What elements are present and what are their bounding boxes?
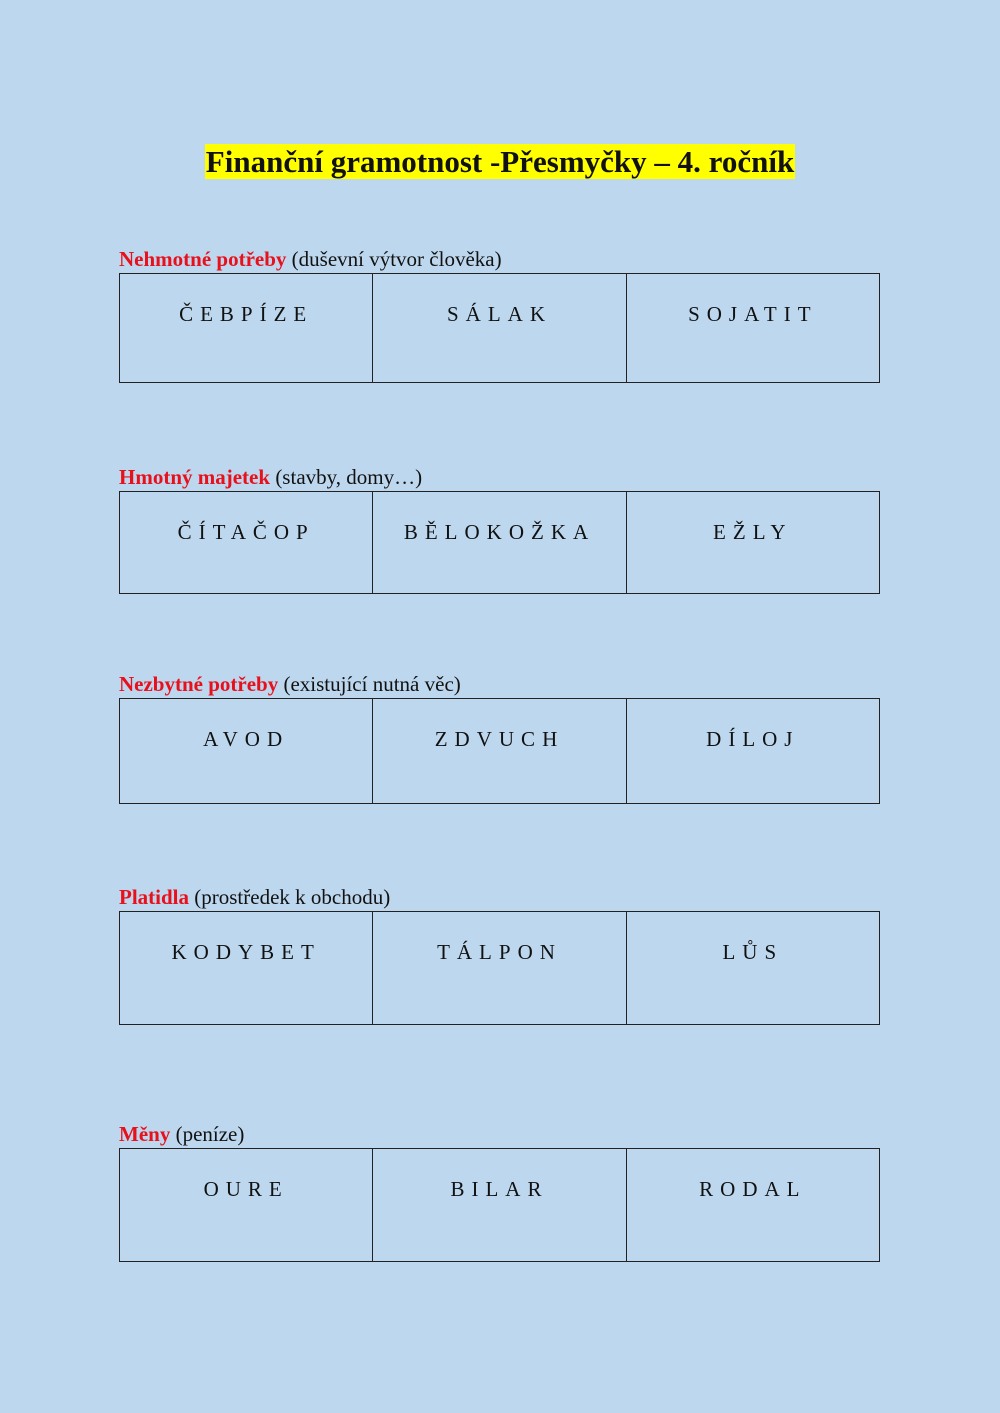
table-row [120, 1149, 880, 1262]
anagram-cell: ČÍTAČOP [120, 492, 373, 594]
anagram-table [119, 491, 880, 594]
anagram-cell: DÍLOJ [626, 699, 879, 804]
worksheet-title: Finanční gramotnost -Přesmyčky – 4. ročník [205, 144, 795, 179]
table-row [120, 912, 880, 1025]
section-heading-label: Měny [119, 1122, 171, 1146]
anagram-cell: SÁLAK [373, 274, 626, 383]
anagram-cell: RODAL [626, 1149, 879, 1262]
section-heading [119, 885, 880, 909]
section-nezbytne-potreby [119, 672, 880, 804]
anagram-table [119, 273, 880, 383]
anagram-cell: BILAR [373, 1149, 626, 1262]
section-heading-note: (prostředek k obchodu) [194, 885, 391, 909]
section-heading [119, 1122, 880, 1146]
section-heading-note: (stavby, domy…) [275, 465, 423, 489]
anagram-cell: ZDVUCH [373, 699, 626, 804]
anagram-cell: ČEBPÍZE [120, 274, 373, 383]
anagram-table [119, 1148, 880, 1262]
section-heading [119, 672, 880, 696]
section-heading [119, 247, 880, 271]
section-heading-label: Hmotný majetek [119, 465, 271, 489]
anagram-table [119, 911, 880, 1025]
anagram-cell: TÁLPON [373, 912, 626, 1025]
section-hmotny-majetek [119, 465, 880, 594]
section-heading-label: Platidla [119, 885, 190, 909]
table-row [120, 492, 880, 594]
anagram-cell: LŮS [626, 912, 879, 1025]
section-heading-note: (peníze) [175, 1122, 245, 1146]
anagram-table [119, 698, 880, 804]
anagram-cell: OURE [120, 1149, 373, 1262]
table-row [120, 699, 880, 804]
section-heading-note: (duševní výtvor člověka) [291, 247, 502, 271]
section-heading [119, 465, 880, 489]
anagram-cell: KODYBET [120, 912, 373, 1025]
section-nehmotne-potreby [119, 247, 880, 383]
section-heading-label: Nehmotné potřeby [119, 247, 287, 271]
section-meny [119, 1122, 880, 1262]
section-heading-note: (existující nutná věc) [283, 672, 461, 696]
worksheet-title-wrapper [0, 143, 1000, 181]
table-row [120, 274, 880, 383]
anagram-cell: SOJATIT [626, 274, 879, 383]
anagram-cell: EŽLY [626, 492, 879, 594]
anagram-cell: AVOD [120, 699, 373, 804]
anagram-cell: BĚLOKOŽKA [373, 492, 626, 594]
section-heading-label: Nezbytné potřeby [119, 672, 279, 696]
section-platidla [119, 885, 880, 1025]
